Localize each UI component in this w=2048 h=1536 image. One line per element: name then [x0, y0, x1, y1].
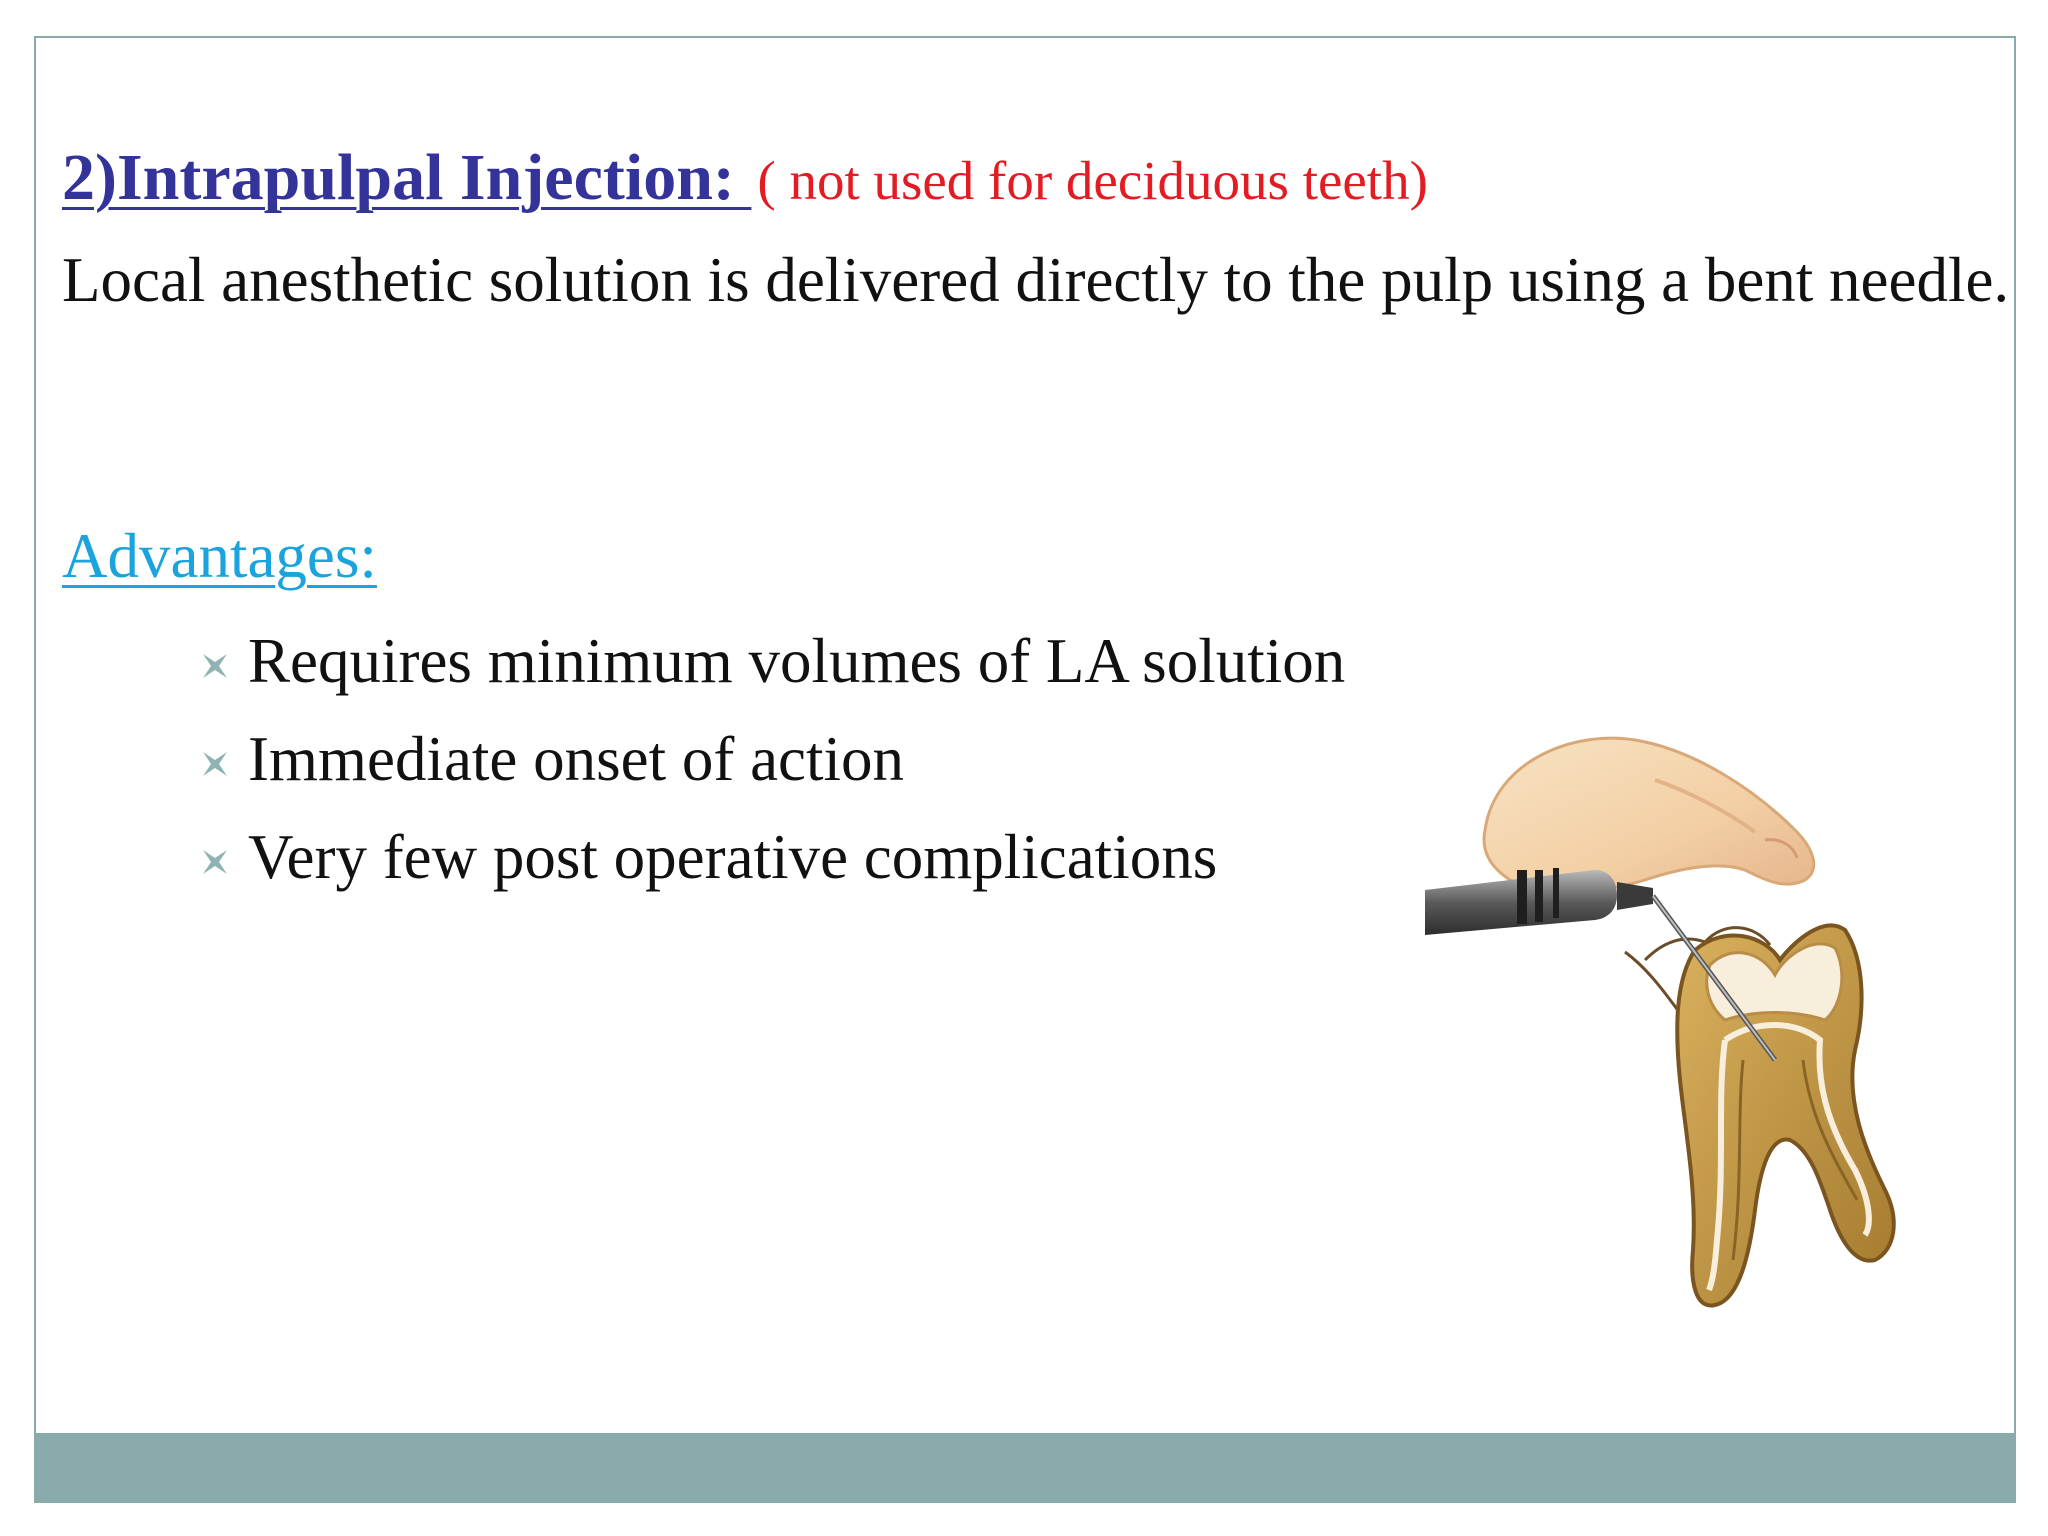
advantage-text: Very few post operative complications [248, 821, 1218, 892]
advantage-text: Requires minimum volumes of LA solution [248, 625, 1346, 696]
list-item [200, 710, 1345, 808]
body-text: Local anesthetic solution is delivered directly to the pulp using a bent needle. [62, 245, 2010, 315]
footer-bar [34, 1433, 2016, 1503]
intrapulpal-injection-illustration [1425, 720, 1945, 1320]
heading-note: ( not used for deciduous teeth) [757, 150, 1428, 211]
list-item [200, 612, 1345, 710]
advantage-text: Immediate onset of action [248, 723, 905, 794]
advantages-list [200, 612, 1345, 906]
bullet-icon [200, 651, 230, 681]
advantages-title: Advantages: [62, 521, 377, 591]
slide-heading: 2)Intrapulpal Injection: [62, 141, 752, 214]
bullet-icon [200, 749, 230, 779]
list-item [200, 808, 1345, 906]
bullet-icon [200, 847, 230, 877]
heading-line [62, 140, 1428, 216]
